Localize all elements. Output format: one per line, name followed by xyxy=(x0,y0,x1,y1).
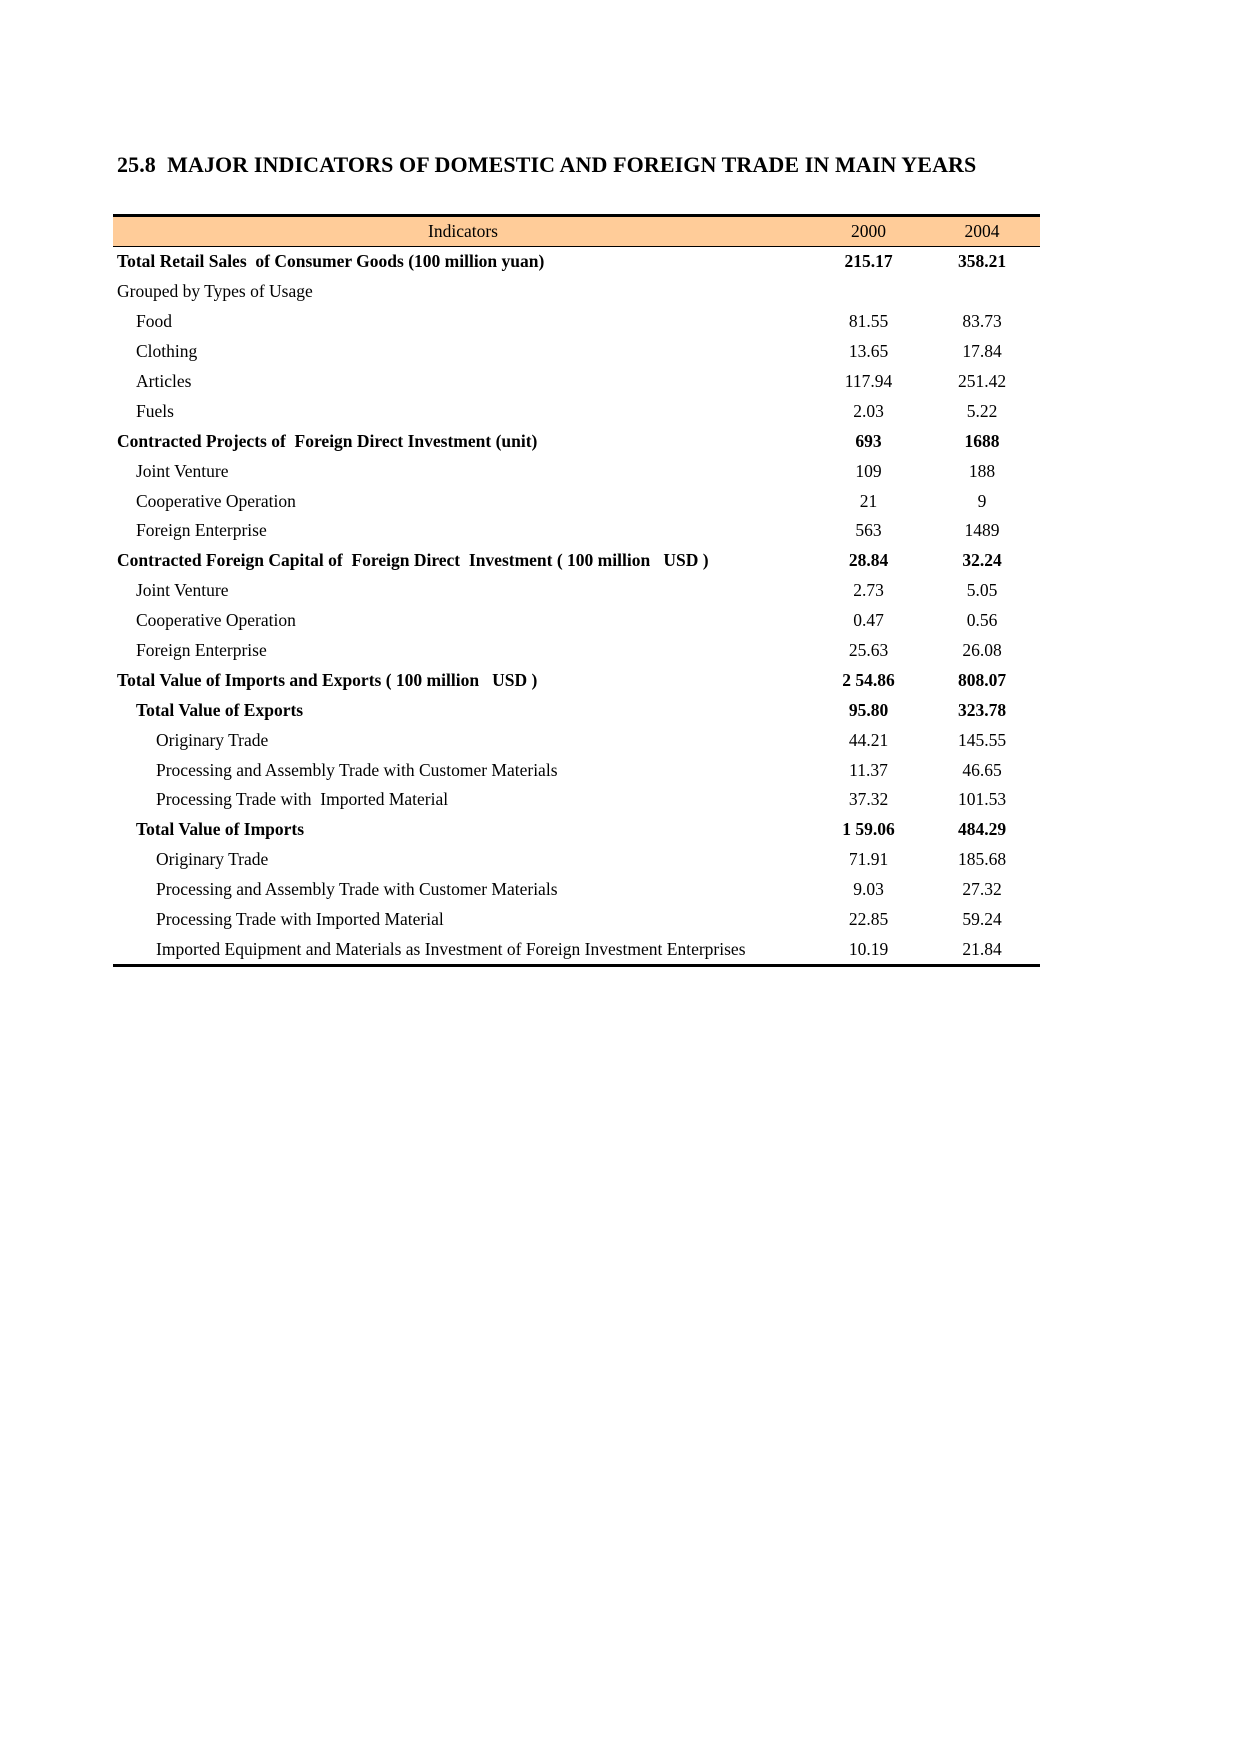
table-row xyxy=(113,277,1040,307)
page-title: 25.8 MAJOR INDICATORS OF DOMESTIC AND FOREIGN TRADE IN MAIN YEARS xyxy=(117,152,977,177)
value-2000: 117.94 xyxy=(844,371,893,391)
header-indicators: Indicators xyxy=(113,216,813,247)
indicator-label: Contracted Projects of Foreign Direct Investment (unit) xyxy=(117,430,538,451)
indicator-label: Joint Venture xyxy=(136,460,229,481)
value-2000: 25.63 xyxy=(848,640,889,661)
value-2004: 101.53 xyxy=(957,789,1007,810)
table-row xyxy=(113,755,1040,785)
value-2000: 81.55 xyxy=(848,311,889,332)
value-2000: 21 xyxy=(859,490,878,511)
header-year-2000: 2000 xyxy=(813,216,924,247)
table-row xyxy=(113,337,1040,367)
indicator-label: Originary Trade xyxy=(156,849,269,870)
value-2004: 808.07 xyxy=(957,669,1007,690)
table-row xyxy=(113,636,1040,666)
value-2000: 215.17 xyxy=(844,251,893,272)
table-row xyxy=(113,934,1040,965)
table-row xyxy=(113,486,1040,516)
table-row xyxy=(113,875,1040,905)
table-row xyxy=(113,725,1040,755)
value-2004: 323.78 xyxy=(957,699,1007,720)
value-2004: 59.24 xyxy=(962,909,1002,930)
value-2004 xyxy=(924,277,1040,307)
value-2000: 2.03 xyxy=(853,400,884,421)
value-2000: 563 xyxy=(855,520,882,541)
table-row xyxy=(113,367,1040,397)
table-row xyxy=(113,905,1040,935)
value-2004: 17.84 xyxy=(962,341,1002,362)
value-2004: 145.55 xyxy=(957,729,1007,750)
value-2004: 9 xyxy=(977,490,987,511)
value-2000: 9.03 xyxy=(853,879,884,900)
indicator-label: Total Value of Imports and Exports ( 100 million USD ) xyxy=(117,669,538,690)
indicator-label: Articles xyxy=(136,371,192,391)
value-2004: 46.65 xyxy=(962,759,1002,780)
indicator-label: Fuels xyxy=(136,400,174,421)
value-2004: 32.24 xyxy=(962,550,1002,571)
indicator-label: Contracted Foreign Capital of Foreign Direct Investment ( 100 million USD ) xyxy=(117,550,709,571)
indicator-label: Joint Venture xyxy=(136,580,229,601)
value-2000: 2.73 xyxy=(853,580,884,601)
table-row xyxy=(113,396,1040,426)
value-2000: 95.80 xyxy=(848,699,889,720)
value-2000: 109 xyxy=(855,460,882,481)
table-row xyxy=(113,247,1040,277)
indicator-label: Originary Trade xyxy=(156,729,269,750)
table-row xyxy=(113,845,1040,875)
value-2004: 27.32 xyxy=(962,879,1002,900)
indicator-label: Clothing xyxy=(136,341,198,362)
table-row xyxy=(113,516,1040,546)
table-row xyxy=(113,426,1040,456)
value-2000: 28.84 xyxy=(848,550,889,571)
table-row xyxy=(113,456,1040,486)
value-2004: 1688 xyxy=(964,430,1000,451)
value-2004: 5.22 xyxy=(966,400,998,421)
value-2004: 185.68 xyxy=(957,849,1007,870)
value-2000: 71.91 xyxy=(848,849,889,870)
value-2000 xyxy=(813,277,924,307)
indicator-label: Foreign Enterprise xyxy=(136,520,267,541)
indicator-label: Cooperative Operation xyxy=(136,610,296,631)
indicator-label: Grouped by Types of Usage xyxy=(117,281,313,302)
indicator-label: Processing and Assembly Trade with Customer Materials xyxy=(156,759,558,780)
indicator-label: Total Value of Exports xyxy=(136,699,304,720)
value-2004: 358.21 xyxy=(957,251,1007,272)
value-2004: 21.84 xyxy=(924,934,1040,965)
indicator-label: Food xyxy=(136,311,172,332)
table-row xyxy=(113,815,1040,845)
table-header-row xyxy=(113,216,1040,247)
indicator-label: Imported Equipment and Materials as Investment of Foreign Investment Enterprises xyxy=(113,934,813,965)
value-2000: 693 xyxy=(855,430,882,451)
value-2004: 5.05 xyxy=(966,580,998,601)
indicator-label: Total Value of Imports xyxy=(136,819,305,840)
indicator-label: Processing Trade with Imported Material xyxy=(156,789,449,810)
value-2004: 251.42 xyxy=(957,371,1007,391)
indicator-label: Foreign Enterprise xyxy=(136,640,267,661)
value-2000: 44.21 xyxy=(848,729,889,750)
value-2000: 37.32 xyxy=(848,789,889,810)
indicator-label: Processing and Assembly Trade with Customer Materials xyxy=(156,879,558,900)
table-row xyxy=(113,307,1040,337)
table-body xyxy=(113,247,1040,966)
value-2004: 0.56 xyxy=(966,610,998,631)
table-row xyxy=(113,785,1040,815)
value-2004: 1489 xyxy=(964,520,1000,541)
value-2004: 26.08 xyxy=(962,640,1002,661)
table-row xyxy=(113,576,1040,606)
header-year-2004: 2004 xyxy=(924,216,1040,247)
value-2004: 484.29 xyxy=(957,819,1007,840)
table-row xyxy=(113,665,1040,695)
value-2000: 22.85 xyxy=(848,909,889,930)
value-2000: 13.65 xyxy=(848,341,889,362)
table-row xyxy=(113,546,1040,576)
value-2000: 11.37 xyxy=(849,759,888,780)
value-2000: 2 54.86 xyxy=(842,669,895,690)
table-row xyxy=(113,606,1040,636)
table-row xyxy=(113,695,1040,725)
value-2000: 0.47 xyxy=(853,610,884,631)
value-2000: 1 59.06 xyxy=(842,819,895,840)
value-2000: 10.19 xyxy=(813,934,924,965)
indicator-label: Processing Trade with Imported Material xyxy=(156,909,444,930)
value-2004: 188 xyxy=(968,460,996,481)
indicator-label: Total Retail Sales of Consumer Goods (100 million yuan) xyxy=(117,251,545,272)
value-2004: 83.73 xyxy=(962,311,1002,332)
indicators-table xyxy=(113,214,1040,967)
indicator-label: Cooperative Operation xyxy=(136,490,296,511)
